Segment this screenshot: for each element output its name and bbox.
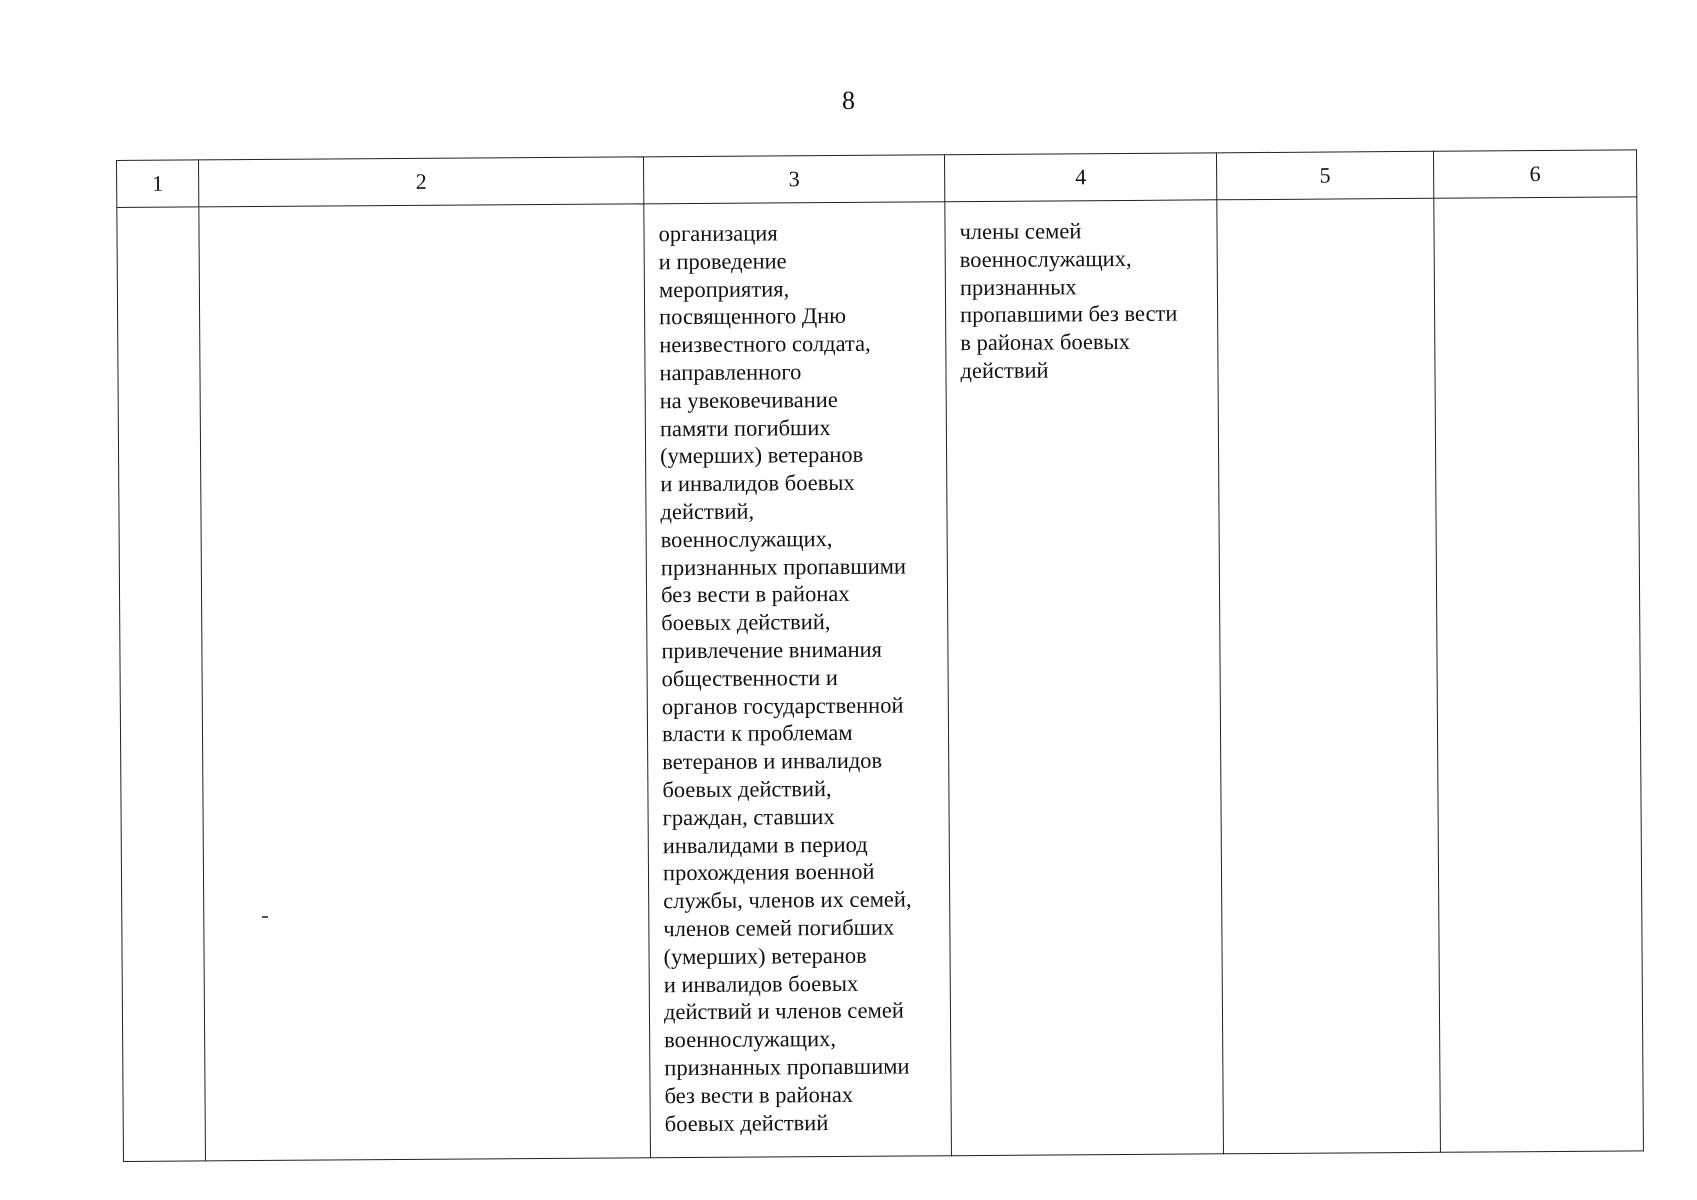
cell-col6-text [1434, 197, 1636, 222]
cell-col2 [199, 204, 651, 1161]
cell-col3 [644, 202, 952, 1158]
column-header-1: 1 [117, 160, 199, 208]
cell-col6 [1434, 197, 1644, 1152]
participants-text: члены семей военнослужащих, признанных пропавшими без вести в районах боевых действий [959, 218, 1178, 384]
cell-col1-text [117, 207, 198, 232]
cell-col5-text [1217, 199, 1433, 225]
column-header-4: 4 [944, 153, 1216, 202]
column-header-3: 3 [643, 155, 944, 204]
cell-col5 [1217, 198, 1441, 1153]
document-table [116, 149, 1644, 1162]
scan-mark [262, 916, 268, 918]
cell-col4 [945, 200, 1224, 1156]
page-number: 8 [842, 86, 855, 115]
cell-col2-text [199, 204, 643, 231]
column-header-2: 2 [199, 157, 644, 207]
column-header-6: 6 [1433, 150, 1636, 198]
table-row [117, 197, 1644, 1162]
column-header-5: 5 [1216, 151, 1433, 200]
cell-col1 [117, 207, 206, 1162]
event-description-text: организация и проведение мероприятия, посвященного Дню неизвестного солдата, направленного на увековечивание памяти погибших (умерших) ветеранов и инвалидов боевых действий, военнослужащих, признанных пропавшими без вести в районах боевых действий, привлечение внимания общественности и органов государственной власти к проблемам ветеранов и инвалидов боевых действий, граждан, ставших инвалидами в период прохождения военной службы, членов их семей, членов семей погибших (умерших) ветеранов и инвалидов боевых действий и членов семей военнослужащих, признанных пропавшими без вести в районах боевых действий [658, 220, 912, 1136]
